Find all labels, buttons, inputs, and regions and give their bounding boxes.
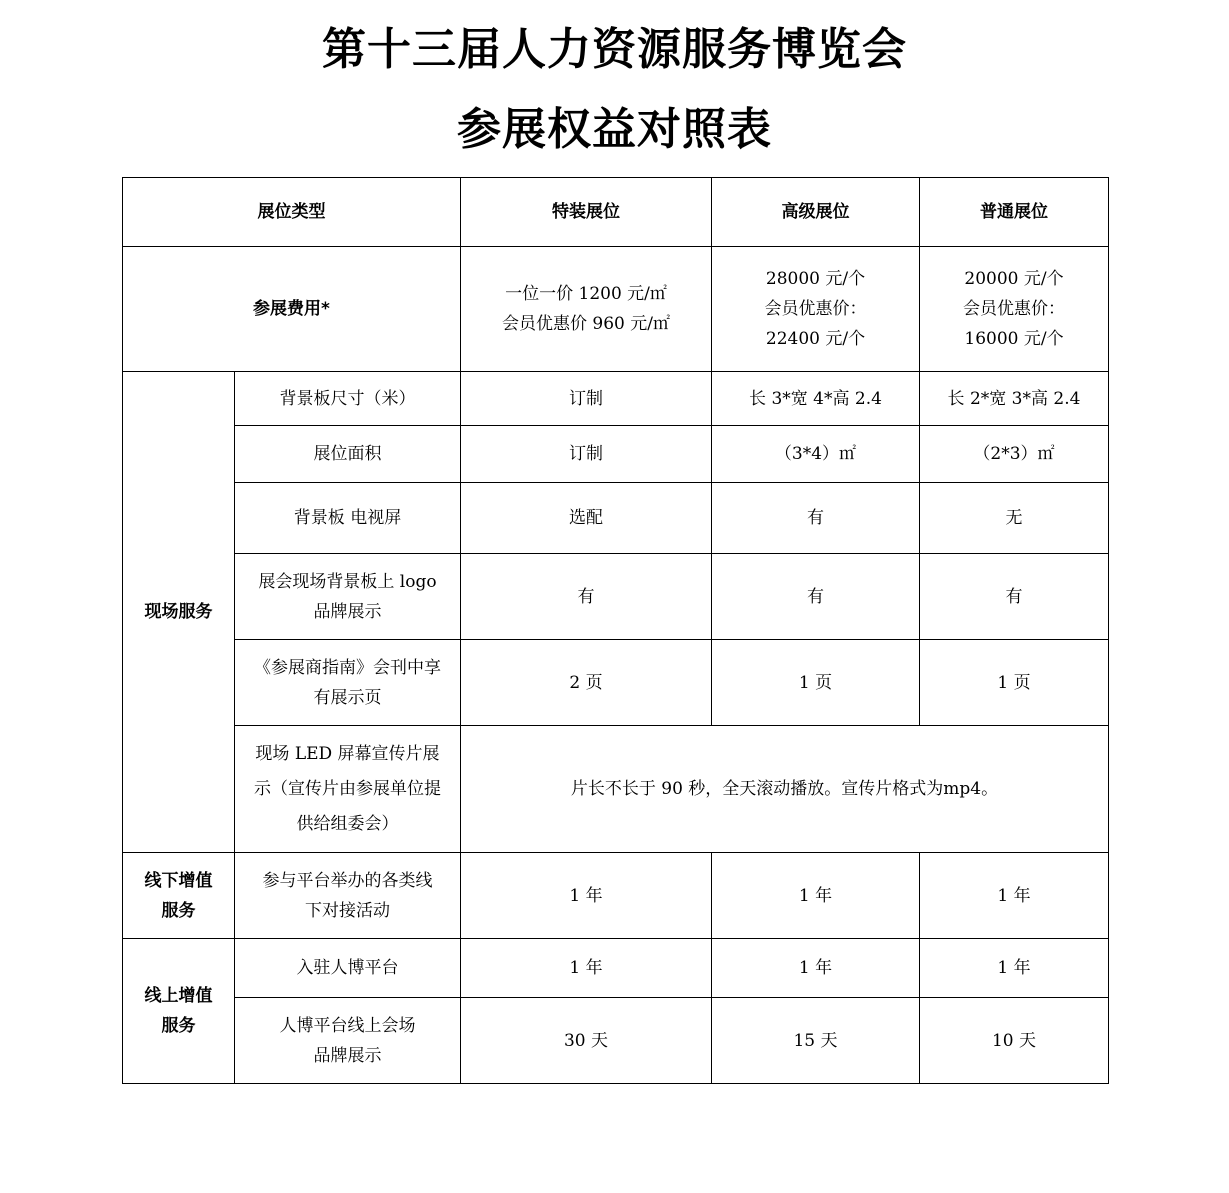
fee-row bbox=[123, 247, 1109, 372]
online-item-line: 人博平台线上会场 bbox=[279, 1015, 416, 1036]
onsite-special: 订制 bbox=[461, 426, 712, 483]
onsite-standard: 1 页 bbox=[920, 640, 1109, 726]
online-special: 30 天 bbox=[461, 998, 712, 1084]
online-premium: 15 天 bbox=[712, 998, 920, 1084]
onsite-item bbox=[235, 554, 461, 640]
onsite-special: 2 页 bbox=[461, 640, 712, 726]
online-premium: 1 年 bbox=[712, 939, 920, 998]
onsite-premium: （3*4）㎡ bbox=[712, 426, 920, 483]
onsite-special: 有 bbox=[461, 554, 712, 640]
offline-group-label-line: 线下增值 bbox=[144, 870, 213, 891]
online-group-label bbox=[123, 939, 235, 1084]
offline-group-label bbox=[123, 853, 235, 939]
online-group-label-line: 服务 bbox=[161, 1016, 196, 1036]
fee-standard-line: 20000 元/个 bbox=[964, 269, 1064, 289]
onsite-item-line: 有展示页 bbox=[313, 687, 382, 708]
onsite-item bbox=[235, 640, 461, 726]
offline-item-line: 参与平台举办的各类线 bbox=[262, 870, 433, 891]
offline-premium: 1 年 bbox=[712, 853, 920, 939]
fee-premium-line: 22400 元/个 bbox=[765, 329, 866, 349]
onsite-standard: 无 bbox=[920, 483, 1109, 554]
onsite-led-item-line: 供给组委会） bbox=[296, 813, 399, 834]
online-standard: 1 年 bbox=[920, 939, 1109, 998]
fee-premium bbox=[712, 247, 920, 372]
onsite-group-label: 现场服务 bbox=[123, 372, 235, 853]
header-standard-booth: 普通展位 bbox=[920, 178, 1109, 247]
online-special: 1 年 bbox=[461, 939, 712, 998]
online-item-line: 品牌展示 bbox=[313, 1045, 382, 1066]
header-special-booth: 特装展位 bbox=[461, 178, 712, 247]
onsite-row bbox=[123, 554, 1109, 640]
onsite-led-item-line: 示（宣传片由参展单位提 bbox=[254, 778, 441, 799]
onsite-standard: 长 2*宽 3*高 2.4 bbox=[920, 372, 1109, 426]
fee-special-line: 一位一价 1200 元/㎡ bbox=[505, 284, 667, 304]
onsite-row bbox=[123, 426, 1109, 483]
page-title: 第十三届人力资源服务博览会 bbox=[322, 24, 907, 75]
header-row bbox=[123, 178, 1109, 247]
offline-row bbox=[123, 853, 1109, 939]
offline-item-line: 下对接活动 bbox=[305, 900, 390, 921]
fee-standard-line: 16000 元/个 bbox=[964, 329, 1064, 349]
onsite-item-line: 展会现场背景板上 logo bbox=[258, 571, 437, 592]
onsite-premium: 有 bbox=[712, 554, 920, 640]
onsite-standard: （2*3）㎡ bbox=[920, 426, 1109, 483]
onsite-led-row bbox=[123, 726, 1109, 853]
fee-label: 参展费用* bbox=[123, 247, 461, 372]
online-item bbox=[235, 998, 461, 1084]
onsite-special: 选配 bbox=[461, 483, 712, 554]
header-premium-booth: 高级展位 bbox=[712, 178, 920, 247]
onsite-item-line: 品牌展示 bbox=[313, 601, 382, 622]
online-group-label-line: 线上增值 bbox=[144, 986, 213, 1006]
onsite-special: 订制 bbox=[461, 372, 712, 426]
onsite-item: 展位面积 bbox=[235, 426, 461, 483]
onsite-standard: 有 bbox=[920, 554, 1109, 640]
offline-special: 1 年 bbox=[461, 853, 712, 939]
fee-special-line: 会员优惠价 960 元/㎡ bbox=[502, 314, 670, 334]
online-standard: 10 天 bbox=[920, 998, 1109, 1084]
fee-special bbox=[461, 247, 712, 372]
page-subtitle: 参展权益对照表 bbox=[457, 104, 772, 155]
onsite-led-value: 片长不长于 90 秒，全天滚动播放。宣传片格式为mp4。 bbox=[461, 726, 1109, 853]
onsite-premium: 长 3*宽 4*高 2.4 bbox=[712, 372, 920, 426]
onsite-item: 背景板 电视屏 bbox=[235, 483, 461, 554]
rights-comparison-table bbox=[122, 177, 1109, 1084]
online-row bbox=[123, 998, 1109, 1084]
offline-item bbox=[235, 853, 461, 939]
onsite-row bbox=[123, 640, 1109, 726]
offline-standard: 1 年 bbox=[920, 853, 1109, 939]
online-item: 入驻人博平台 bbox=[235, 939, 461, 998]
onsite-premium: 1 页 bbox=[712, 640, 920, 726]
onsite-led-item bbox=[235, 726, 461, 853]
onsite-row bbox=[123, 483, 1109, 554]
header-booth-type: 展位类型 bbox=[123, 178, 461, 247]
fee-premium-line: 28000 元/个 bbox=[765, 269, 866, 289]
offline-group-label-line: 服务 bbox=[161, 900, 196, 921]
online-row bbox=[123, 939, 1109, 998]
onsite-item-line: 《参展商指南》会刊中享 bbox=[254, 657, 441, 678]
onsite-row bbox=[123, 372, 1109, 426]
onsite-led-item-line: 现场 LED 屏幕宣传片展 bbox=[255, 743, 440, 764]
onsite-item: 背景板尺寸（米） bbox=[235, 372, 461, 426]
fee-standard-line: 会员优惠价： bbox=[963, 299, 1065, 319]
fee-standard bbox=[920, 247, 1109, 372]
onsite-premium: 有 bbox=[712, 483, 920, 554]
fee-premium-line: 会员优惠价： bbox=[764, 299, 867, 319]
